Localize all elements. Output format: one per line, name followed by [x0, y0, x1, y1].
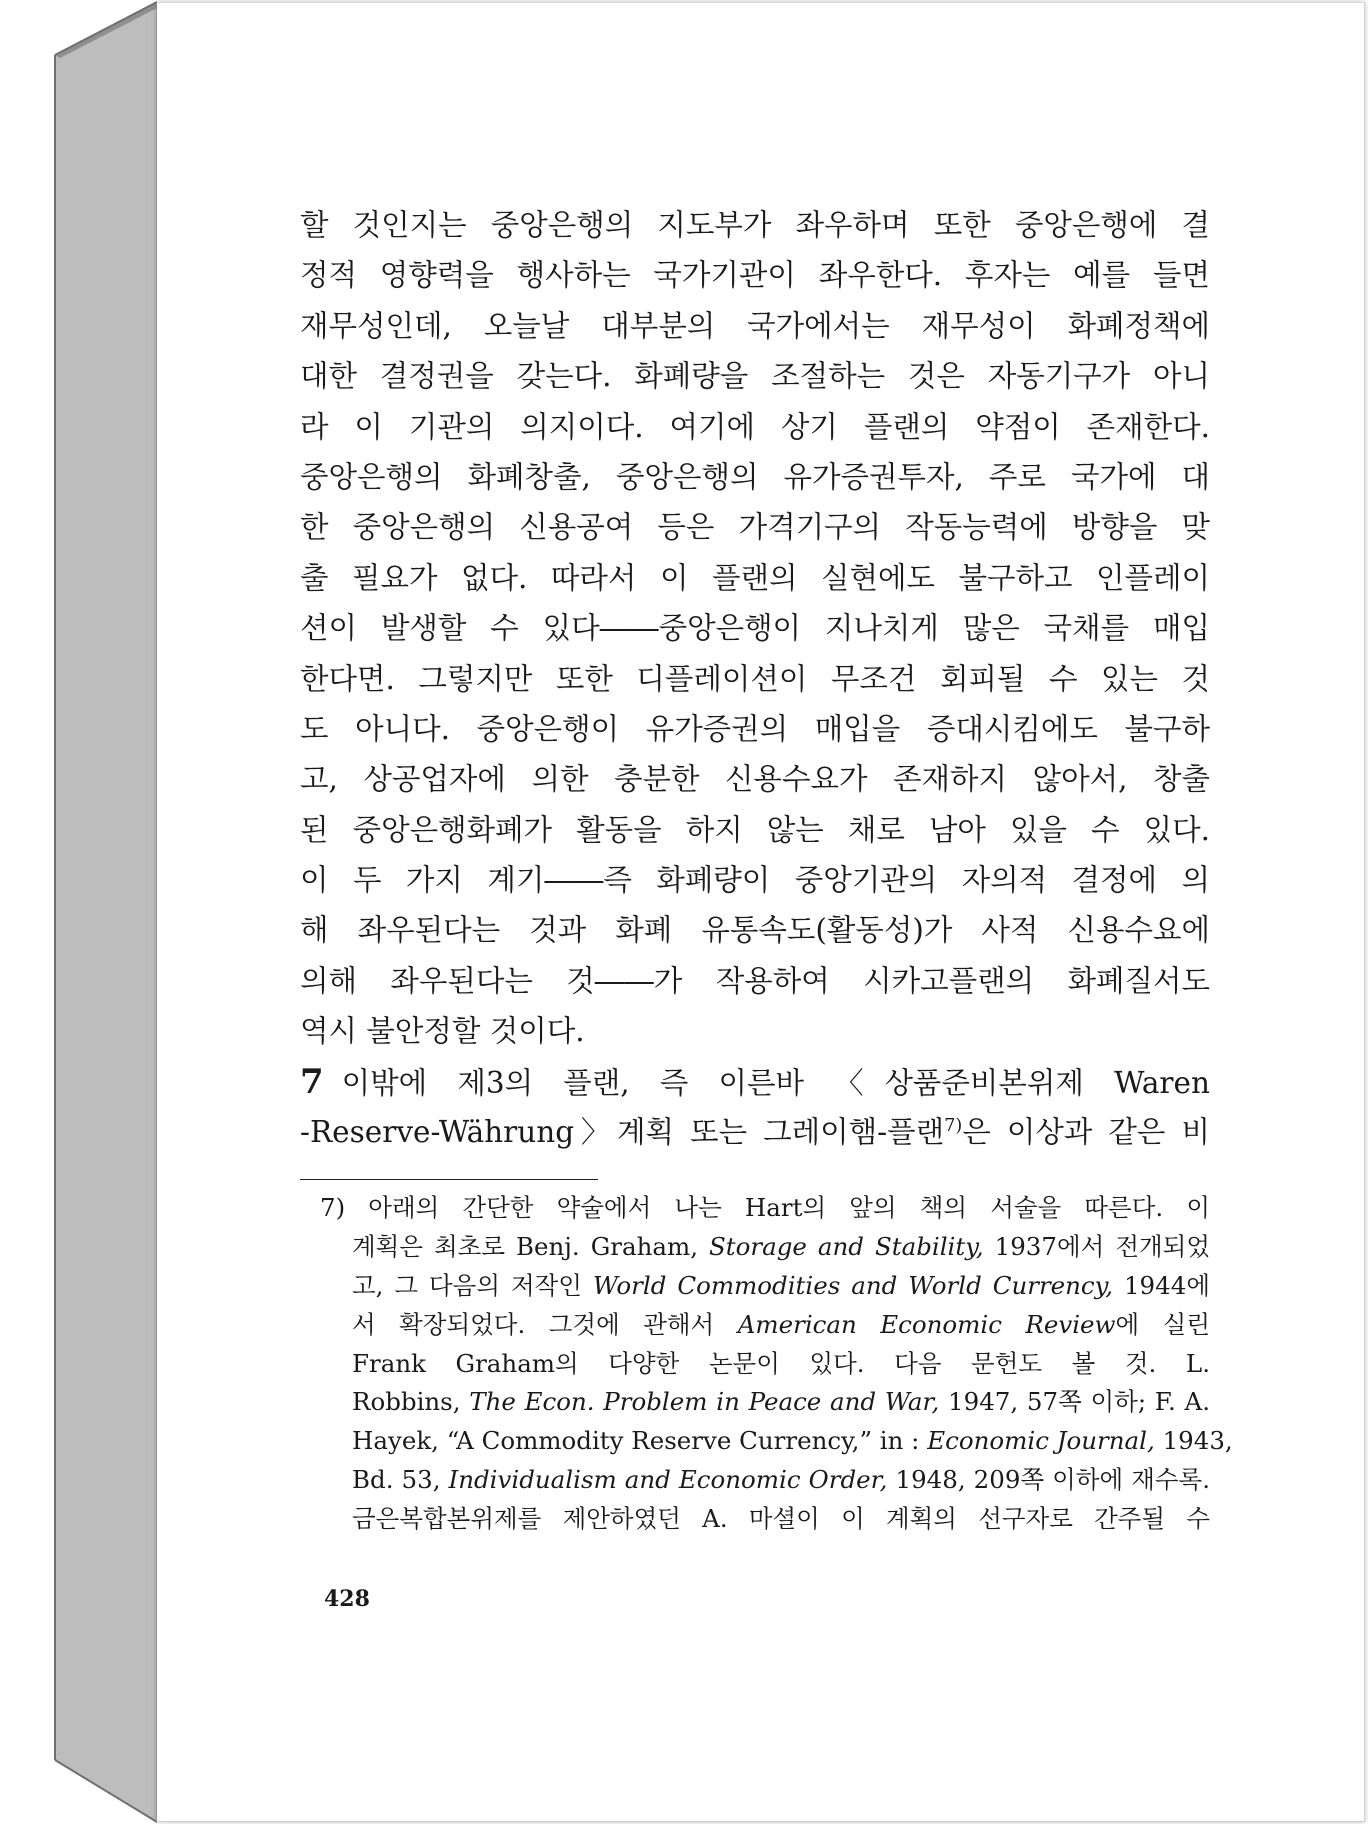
section-line-2b: 은 이상과 같은 비 — [962, 1115, 1210, 1150]
text-line: 의해 좌우된다는 것――가 작용하여 시카고플랜의 화폐질서도 — [300, 963, 1210, 998]
text-line: 이 두 가지 계기――즉 화폐량이 중앙기관의 자의적 결정에 의 — [300, 863, 1210, 898]
footnote-line: Robbins, The Econ. Problem in Peace and War, 1947, 57쪽 이하; F. A. — [352, 1387, 1210, 1417]
page-number: 428 — [324, 1586, 370, 1612]
footnote-line: 계획은 최초로 Benj. Graham, Storage and Stability, 1937에서 전개되었 — [352, 1231, 1210, 1261]
text-line: 라 이 기관의 의지이다. 여기에 상기 플랜의 약점이 존재한다. — [300, 409, 1210, 444]
text-line: 한 중앙은행의 신용공여 등은 가격기구의 작동능력에 방향을 맞 — [300, 510, 1210, 545]
section-line-1: 이밖에 제3의 플랜, 즉 이른바 〈상품준비본위제 Waren — [341, 1065, 1210, 1100]
footnote-line: 고, 그 다음의 저작인 World Commodities and World Currency, 1944에 — [352, 1270, 1210, 1300]
section-number: 7 — [300, 1061, 324, 1102]
footnote — [320, 1189, 1233, 1539]
section-line-2a: -Reserve-Währung〉계획 또는 그레이햄-플랜 — [300, 1115, 945, 1150]
text-line: 한다면. 그렇지만 또한 디플레이션이 무조건 회피될 수 있는 것 — [300, 661, 1210, 696]
text-line: 재무성인데, 오늘날 대부분의 국가에서는 재무성이 화폐정책에 — [300, 308, 1210, 343]
text-line: 중앙은행의 화폐창출, 중앙은행의 유가증권투자, 주로 국가에 대 — [300, 459, 1210, 494]
text-line: 할 것인지는 중앙은행의 지도부가 좌우하며 또한 중앙은행에 결 — [300, 208, 1210, 242]
footnote-line: 금은복합본위제를 제안하였던 A. 마셜이 이 계획의 선구자로 간주될 수 — [352, 1504, 1210, 1534]
footnote-divider — [300, 1179, 598, 1180]
body-text — [300, 200, 1210, 1157]
text-line: 정적 영향력을 행사하는 국가기관이 좌우한다. 후자는 예를 들면 — [300, 258, 1210, 293]
text-line: 역시 불안정할 것이다. — [300, 1014, 585, 1049]
text-line: 대한 결정권을 갖는다. 화폐량을 조절하는 것은 자동기구가 아니 — [300, 359, 1210, 394]
text-line: 출 필요가 없다. 따라서 이 플랜의 실현에도 불구하고 인플레이 — [300, 560, 1210, 595]
section-second-line — [300, 1107, 1210, 1157]
footnote-line: Frank Graham의 다양한 논문이 있다. 다음 문헌도 볼 것. L. — [352, 1348, 1210, 1378]
text-line: 해 좌우된다는 것과 화폐 유통속도(활동성)가 사적 신용수요에 — [300, 913, 1210, 948]
footnote-line: 7) 아래의 간단한 약술에서 나는 Hart의 앞의 책의 서술을 따른다. 이 — [320, 1193, 1210, 1222]
book-spine — [0, 0, 160, 1824]
text-line: 도 아니다. 중앙은행이 유가증권의 매입을 증대시킴에도 불구하 — [300, 711, 1210, 746]
text-line: 된 중앙은행화폐가 활동을 하지 않는 채로 남아 있을 수 있다. — [300, 812, 1210, 847]
footnote-line: 서 확장되었다. 그것에 관해서 American Economic Review에 실린 — [352, 1309, 1210, 1339]
text-line: 고, 상공업자에 의한 충분한 신용수요가 존재하지 않아서, 창출 — [300, 762, 1210, 797]
footnote-line: Hayek, “A Commodity Reserve Currency,” in : Economic Journal, 1943, — [352, 1426, 1233, 1456]
section-first-line — [300, 1057, 1210, 1107]
footnote-line: Bd. 53, Individualism and Economic Order, 1948, 209쪽 이하에 재수록. — [352, 1465, 1211, 1495]
footnote-ref: 7) — [944, 1116, 963, 1137]
text-line: 션이 발생할 수 있다――중앙은행이 지나치게 많은 국채를 매입 — [300, 611, 1210, 646]
